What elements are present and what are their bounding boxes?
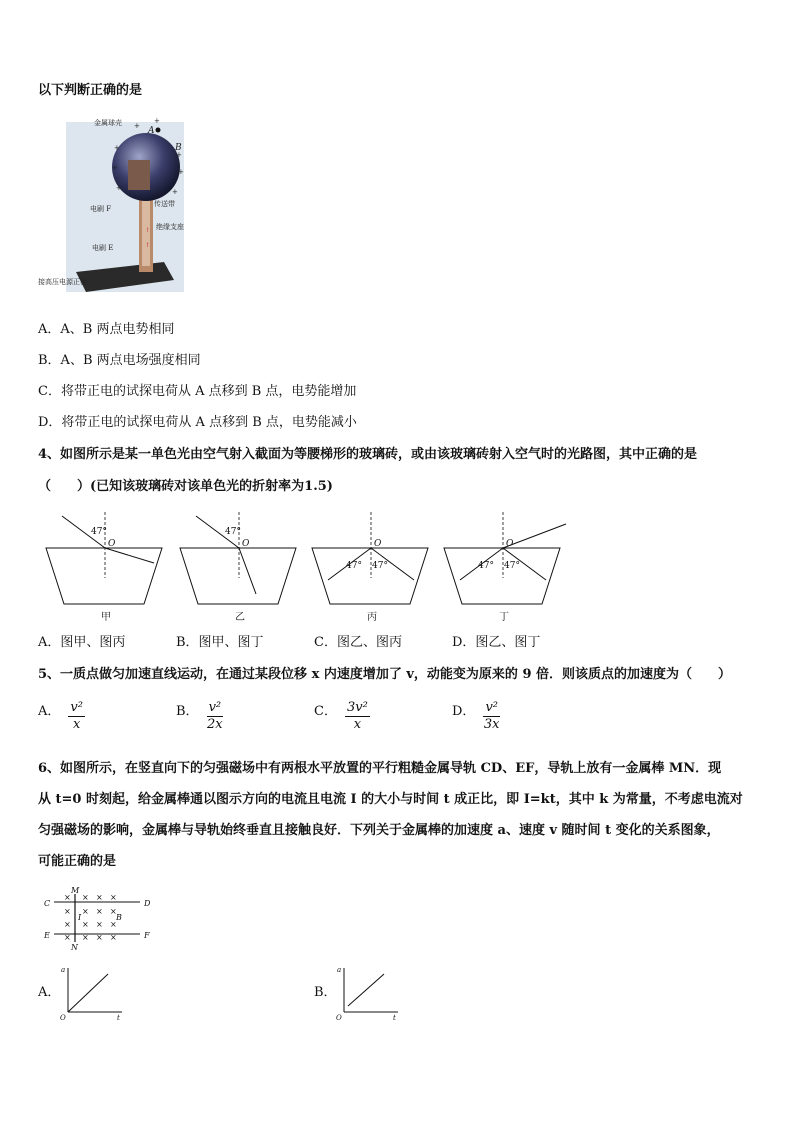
svg-text:+: + [116,184,122,192]
label-rail-f: F [144,931,150,940]
svg-text:×: × [64,907,71,916]
label-field-b: B [116,913,122,922]
q4-ding-angle-right: 47° [504,561,520,571]
svg-text:×: × [64,893,71,902]
q4-bing-angle-left: 47° [346,561,362,571]
graph-a-origin: O [60,1014,66,1022]
q5-stem: 5、一质点做匀加速直线运动，在通过某段位移 x 内速度增加了 v，动能变为原来的 9 倍．则该质点的加速度为（ ） [38,667,732,682]
q5-option-b: B． $\frac{\text{v²}}{2x}$ [176,700,223,732]
q4-stem-line2: （ ）(已知该玻璃砖对该单色光的折射率为1.5) [38,479,333,494]
q4-option-d: D．图乙、图丁 [452,635,541,650]
label-rail-e: E [44,931,50,940]
q4-bing-o: O [374,539,382,549]
graph-a-ylabel: a [61,966,66,974]
svg-text:×: × [96,907,103,916]
graph-b-xlabel: t [393,1014,396,1022]
label-brush-e: 电刷 E [92,244,114,252]
label-rail-d: D [144,899,151,908]
label-conveyor-belt: 传送带 [154,200,175,208]
q4-option-c: C．图乙、图丙 [314,635,402,650]
label-brush-f: 电刷 F [90,205,112,213]
svg-text:×: × [110,920,117,929]
q6-option-a-graph [58,962,128,1024]
q4-option-b: B．图甲、图丁 [176,635,264,650]
q3-option-b: B．A、B 两点电场强度相同 [38,353,201,368]
q4-jia-o: O [108,539,116,549]
q4-figure-bing [310,508,440,626]
label-point-b: B [175,143,182,153]
label-rod-m: M [71,886,80,895]
svg-text:+: + [176,151,182,159]
q6-stem-line1: 6、如图所示，在竖直向下的匀强磁场中有两根水平放置的平行粗糙金属导轨 CD、EF，导轨上放有一金属棒 MN．现 [38,761,722,776]
q3-option-d: D．将带正电的试探电荷从 A 点移到 B 点，电势能减小 [38,415,357,430]
q4-ding-caption: 丁 [499,612,509,623]
q4-jia-caption: 甲 [101,612,111,623]
label-current-i: I [78,913,82,922]
svg-text:×: × [82,933,89,942]
svg-text:+: + [134,122,140,130]
q4-yi-angle: 47° [225,527,241,537]
q5-option-a-fraction: $\frac{\text{v²}}{x}$ [70,700,83,732]
q4-figure-jia [44,508,174,626]
q4-ding-angle-left: 47° [478,561,494,571]
svg-text:+: + [154,117,160,125]
q6-rails-figure [40,884,160,952]
q4-yi-caption: 乙 [235,612,245,623]
label-rod-n: N [71,943,78,952]
svg-text:↑: ↑ [145,242,151,249]
graph-b-ylabel: a [337,966,342,974]
q3-option-c: C．将带正电的试探电荷从 A 点移到 B 点，电势能增加 [38,384,357,399]
q4-figure-ding [442,508,572,626]
svg-text:+: + [172,188,178,196]
q4-bing-caption: 丙 [367,612,377,623]
q4-yi-o: O [242,539,250,549]
question-intro: 以下判断正确的是 [38,83,143,98]
q5-option-b-fraction: $\frac{\text{v²}}{2x}$ [207,700,223,732]
svg-text:×: × [82,920,89,929]
svg-text:×: × [96,933,103,942]
svg-text:×: × [64,920,71,929]
q4-jia-angle: 47° [91,527,107,537]
svg-text:↑: ↑ [145,227,151,234]
q4-figure-yi [178,508,308,626]
q3-option-a: A．A、B 两点电势相同 [38,322,175,337]
label-insulating-support: 绝缘支座 [156,223,184,231]
svg-text:×: × [96,920,103,929]
graph-a-xlabel: t [117,1014,120,1022]
svg-text:×: × [110,907,117,916]
q4-bing-angle-right: 47° [372,561,388,571]
q4-ding-o: O [506,539,514,549]
label-metal-sphere: 金属球壳 [94,119,122,127]
q6-option-b-graph [334,962,404,1024]
svg-text:+: + [178,168,184,176]
van-de-graaff-figure [36,112,186,302]
label-hv-source: 接高压电源正极 [38,278,87,286]
q6-option-a: A． [38,985,61,1000]
q5-option-d-fraction: $\frac{\text{v²}}{3x}$ [483,700,500,732]
q5-option-a: A． $\frac{\text{v²}}{x}$ [38,700,83,732]
svg-text:+: + [112,164,118,172]
q5-option-c: C． $\frac{\text{3v²}}{x}$ [314,700,368,732]
q4-stem-line1: 4、如图所示是某一单色光由空气射入截面为等腰梯形的玻璃砖，或由该玻璃砖射入空气时的光路图，其中正确的是 [38,447,698,462]
q6-stem-line4: 可能正确的是 [38,854,117,869]
svg-text:×: × [96,893,103,902]
svg-text:×: × [82,893,89,902]
label-point-a: A [148,126,155,136]
svg-text:+: + [114,144,120,152]
q4-option-a: A．图甲、图丙 [38,635,126,650]
q6-stem-line3: 匀强磁场的影响，金属棒与导轨始终垂直且接触良好．下列关于金属棒的加速度 a、速度 v 随时间 t 变化的关系图象， [38,823,720,838]
svg-text:×: × [110,893,117,902]
svg-text:×: × [110,933,117,942]
q5-option-d: D． $\frac{\text{v²}}{3x}$ [452,700,500,732]
q6-option-b: B． [314,985,337,1000]
svg-text:×: × [64,933,71,942]
svg-text:×: × [82,907,89,916]
graph-b-origin: O [336,1014,342,1022]
q5-option-c-fraction: $\frac{\text{3v²}}{x}$ [346,700,368,732]
label-rail-c: C [44,899,51,908]
q6-stem-line2: 从 t=0 时刻起，给金属棒通以图示方向的电流且电流 I 的大小与时间 t 成正比，即 I=kt，其中 k 为常量，不考虑电流对 [38,792,743,807]
